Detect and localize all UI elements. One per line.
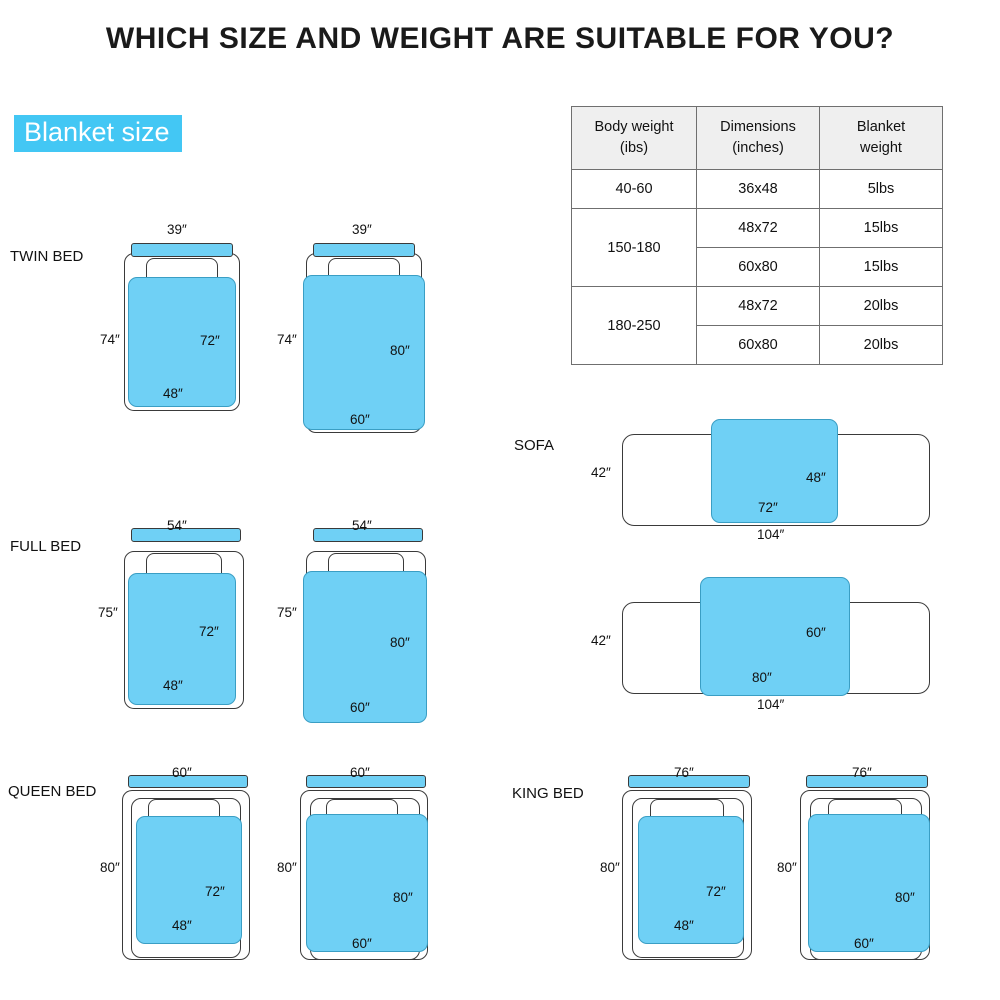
dim-blanket-width: 48″ xyxy=(172,918,192,933)
dim-blanket-length: 72″ xyxy=(706,884,726,899)
table-row xyxy=(572,209,943,248)
dim-blanket-width: 48″ xyxy=(163,386,183,401)
dim-blanket-length: 72″ xyxy=(200,333,220,348)
dim-sofa-width: 104″ xyxy=(757,527,785,542)
table-header-line: Dimensions xyxy=(720,118,796,135)
cell-blanket-weight: 15lbs xyxy=(820,248,943,287)
cell-body-weight: 150-180 xyxy=(572,209,697,287)
dim-blanket-length: 80″ xyxy=(393,890,413,905)
cell-blanket-weight: 15lbs xyxy=(820,209,943,248)
blanket-size-badge: Blanket size xyxy=(14,115,182,152)
dim-top: 39″ xyxy=(167,222,187,237)
dim-blanket-length: 72″ xyxy=(205,884,225,899)
table-row xyxy=(572,170,943,209)
dim-top: 60″ xyxy=(172,765,192,780)
head-bar xyxy=(131,243,233,257)
dim-blanket-width: 60″ xyxy=(854,936,874,951)
page-title: WHICH SIZE AND WEIGHT ARE SUITABLE FOR YOU? xyxy=(105,22,895,55)
dim-top: 54″ xyxy=(167,518,187,533)
table-header-body-weight xyxy=(572,107,697,170)
dim-top: 39″ xyxy=(352,222,372,237)
dim-side: 74″ xyxy=(277,332,297,347)
table-header-line: Body weight xyxy=(594,118,674,135)
label-sofa: SOFA xyxy=(514,437,555,454)
cell-blanket-weight: 5lbs xyxy=(820,170,943,209)
dim-side: 42″ xyxy=(591,633,611,648)
blanket-area xyxy=(306,814,428,952)
cell-dimensions: 36x48 xyxy=(697,170,820,209)
dim-side: 42″ xyxy=(591,465,611,480)
dim-blanket-length: 48″ xyxy=(806,470,826,485)
dim-blanket-length: 60″ xyxy=(806,625,826,640)
label-queen-bed: QUEEN BED xyxy=(8,783,97,800)
table-header-line: (inches) xyxy=(732,140,784,156)
table-header-line: (ibs) xyxy=(619,140,649,156)
table-row xyxy=(572,287,943,326)
cell-dimensions: 60x80 xyxy=(697,326,820,365)
table-header-row xyxy=(572,107,943,170)
cell-body-weight: 180-250 xyxy=(572,287,697,365)
dim-top: 60″ xyxy=(350,765,370,780)
dim-blanket-width: 48″ xyxy=(674,918,694,933)
dim-blanket-length: 80″ xyxy=(895,890,915,905)
dim-side: 80″ xyxy=(277,860,297,875)
dim-side: 75″ xyxy=(98,605,118,620)
table-header-line: Blanket xyxy=(856,118,906,135)
dim-blanket-width: 72″ xyxy=(758,500,778,515)
dim-blanket-width: 60″ xyxy=(352,936,372,951)
dim-top: 76″ xyxy=(852,765,872,780)
weight-table xyxy=(571,106,943,365)
table-header-blanket-weight xyxy=(820,107,943,170)
dim-top: 76″ xyxy=(674,765,694,780)
blanket-area xyxy=(808,814,930,952)
blanket-area xyxy=(700,577,850,696)
dim-blanket-width: 80″ xyxy=(752,670,772,685)
dim-top: 54″ xyxy=(352,518,372,533)
cell-blanket-weight: 20lbs xyxy=(820,287,943,326)
label-king-bed: KING BED xyxy=(512,785,584,802)
dim-side: 75″ xyxy=(277,605,297,620)
dim-sofa-width: 104″ xyxy=(757,697,785,712)
head-bar xyxy=(313,243,415,257)
dim-blanket-length: 72″ xyxy=(199,624,219,639)
label-twin-bed: TWIN BED xyxy=(10,248,84,265)
cell-dimensions: 48x72 xyxy=(697,209,820,248)
dim-blanket-width: 48″ xyxy=(163,678,183,693)
dim-side: 80″ xyxy=(600,860,620,875)
dim-blanket-length: 80″ xyxy=(390,343,410,358)
cell-dimensions: 60x80 xyxy=(697,248,820,287)
dim-blanket-width: 60″ xyxy=(350,700,370,715)
cell-blanket-weight: 20lbs xyxy=(820,326,943,365)
dim-side: 80″ xyxy=(100,860,120,875)
dim-side: 74″ xyxy=(100,332,120,347)
cell-dimensions: 48x72 xyxy=(697,287,820,326)
label-full-bed: FULL BED xyxy=(10,538,82,555)
table-header-dimensions xyxy=(697,107,820,170)
table-header-line: weight xyxy=(860,140,902,156)
dim-side: 80″ xyxy=(777,860,797,875)
cell-body-weight: 40-60 xyxy=(572,170,697,209)
dim-blanket-length: 80″ xyxy=(390,635,410,650)
dim-blanket-width: 60″ xyxy=(350,412,370,427)
